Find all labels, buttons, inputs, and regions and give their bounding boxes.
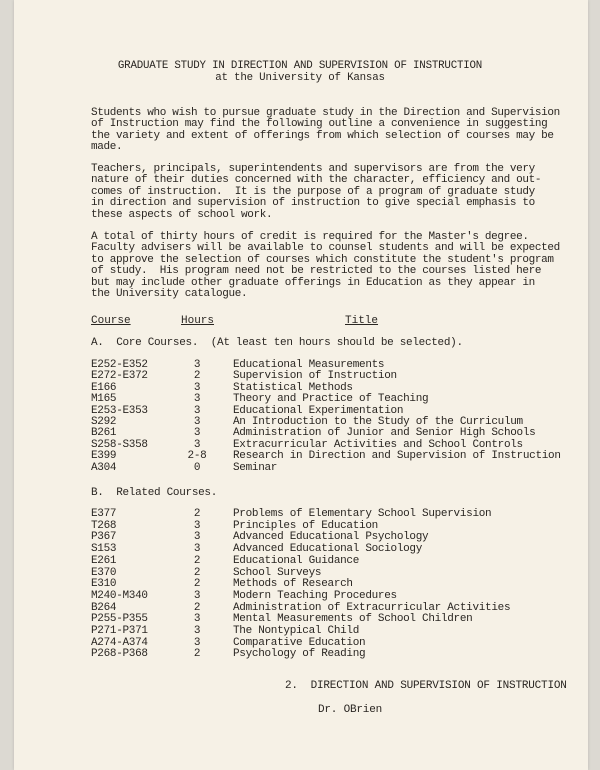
course-hours: 3 <box>193 381 201 394</box>
course-code: S258-S358 <box>91 438 148 451</box>
course-code: S153 <box>91 543 117 556</box>
course-hours: 3 <box>193 625 201 637</box>
course-code: E166 <box>91 381 117 394</box>
course-title: Principles of Education <box>233 519 378 532</box>
header-course: Course <box>91 315 131 327</box>
course-title: Administration of Junior and Senior High Schools <box>233 427 536 440</box>
course-hours: 2 <box>193 648 201 661</box>
course-hours: 2 <box>193 370 201 383</box>
course-title: Educational Experimentation <box>233 404 404 417</box>
course-code: E377 <box>91 508 117 520</box>
paragraph-line: in direction and supervision of instruction to give special emphasis to <box>91 197 535 210</box>
header-title: Title <box>345 315 379 327</box>
course-row <box>0 531 600 543</box>
course-title: Comparative Education <box>233 636 366 649</box>
core-courses-heading: A. Core Courses. (At least ten hours should be selected). <box>91 337 463 349</box>
course-hours: 3 <box>193 589 201 602</box>
paragraph-line: of Instruction may find the following outline a convenience in suggesting <box>91 118 548 131</box>
course-row <box>0 439 600 451</box>
paragraph-line: to approve the selection of courses which constitute the student's program <box>91 253 554 266</box>
course-row <box>0 427 600 439</box>
course-code: B264 <box>91 601 117 614</box>
course-code: A274-A374 <box>91 636 148 649</box>
paragraph-2 <box>91 163 542 221</box>
course-row <box>0 590 600 602</box>
paragraph-line: comes of instruction. It is the purpose of a program of graduate study <box>91 185 535 198</box>
course-hours: 2-8 <box>187 450 207 463</box>
title-line-1: GRADUATE STUDY IN DIRECTION AND SUPERVISION OF INSTRUCTION <box>117 60 483 72</box>
paragraph-line: the University catalogue. <box>91 288 248 301</box>
course-row <box>0 555 600 567</box>
course-code: E252-E352 <box>91 359 148 371</box>
course-hours: 2 <box>193 508 201 520</box>
course-row <box>0 382 600 394</box>
course-hours: 3 <box>193 613 201 626</box>
paragraph-line: made. <box>91 141 123 154</box>
course-title: Research in Direction and Supervision of Instruction <box>233 450 561 463</box>
related-courses-heading: B. Related Courses. <box>91 487 218 499</box>
course-row <box>0 370 600 382</box>
course-hours: 3 <box>193 427 201 440</box>
course-hours: 2 <box>193 566 201 579</box>
course-title: An Introduction to the Study of the Curriculum <box>233 416 523 428</box>
course-code: E272-E372 <box>91 370 148 383</box>
course-title: Extracurricular Activities and School Controls <box>233 438 523 451</box>
course-code: P268-P368 <box>91 648 148 661</box>
course-row <box>0 520 600 532</box>
course-code: T268 <box>91 519 117 532</box>
course-row <box>0 613 600 625</box>
course-row <box>0 416 600 428</box>
course-hours: 2 <box>193 601 201 614</box>
course-title: Mental Measurements of School Children <box>233 613 473 626</box>
course-title: Seminar <box>233 461 278 474</box>
course-code: S292 <box>91 416 117 428</box>
course-hours: 3 <box>193 531 201 544</box>
course-row <box>0 405 600 417</box>
course-row <box>0 625 600 637</box>
course-code: M240-M340 <box>91 589 148 602</box>
course-title: Theory and Practice of Teaching <box>233 393 429 406</box>
course-title: Advanced Educational Sociology <box>233 543 423 556</box>
course-hours: 3 <box>193 636 201 649</box>
course-title: Psychology of Reading <box>233 648 366 661</box>
course-title: Advanced Educational Psychology <box>233 531 429 544</box>
course-hours: 3 <box>193 519 201 532</box>
course-row <box>0 578 600 590</box>
course-hours: 2 <box>193 554 201 567</box>
paragraph-line: these aspects of school work. <box>91 208 273 221</box>
course-hours: 3 <box>193 404 201 417</box>
course-code: E399 <box>91 450 117 463</box>
paragraph-1 <box>91 107 560 154</box>
course-code: E261 <box>91 554 117 567</box>
course-row <box>0 462 600 474</box>
paragraph-line: of study. His program need not be restricted to the courses listed here <box>91 265 542 278</box>
course-hours: 3 <box>193 393 201 406</box>
course-title: Supervision of Instruction <box>233 370 397 383</box>
paragraph-line: Faculty advisers will be available to counsel students and will be expected <box>91 242 560 255</box>
course-code: E253-E353 <box>91 404 148 417</box>
course-row <box>0 637 600 649</box>
course-hours: 3 <box>193 543 201 556</box>
paragraph-line: nature of their duties concerned with the character, efficiency and out- <box>91 174 542 187</box>
course-title: Educational Guidance <box>233 554 360 567</box>
course-code: B261 <box>91 427 117 440</box>
course-code: P271-P371 <box>91 625 148 637</box>
paragraph-line: but may include other graduate offerings in Education as they appear in <box>91 276 535 289</box>
course-code: M165 <box>91 393 117 406</box>
course-title: Administration of Extracurricular Activities <box>233 601 511 614</box>
course-row <box>0 567 600 579</box>
footer-label: 2. DIRECTION AND SUPERVISION OF INSTRUCTION <box>285 680 567 692</box>
course-title: Modern Teaching Procedures <box>233 589 397 602</box>
paragraph-line: the variety and extent of offerings from which selection of courses may be <box>91 129 554 142</box>
course-hours: 0 <box>193 461 201 474</box>
course-row <box>0 602 600 614</box>
footer-author: Dr. OBrien <box>318 704 383 716</box>
paragraph-3 <box>91 231 560 301</box>
course-hours: 3 <box>193 416 201 428</box>
paragraph-line: Teachers, principals, superintendents and supervisors are from the very <box>91 163 535 175</box>
course-title: Problems of Elementary School Supervision <box>233 508 492 520</box>
course-code: P255-P355 <box>91 613 148 626</box>
header-hours: Hours <box>181 315 215 327</box>
course-code: P367 <box>91 531 117 544</box>
course-title: School Surveys <box>233 566 322 579</box>
course-row <box>0 450 600 462</box>
course-hours: 3 <box>193 359 201 371</box>
course-row <box>0 508 600 520</box>
course-title: Educational Measurements <box>233 359 385 371</box>
course-title: The Nontypical Child <box>233 625 360 637</box>
course-row <box>0 543 600 555</box>
course-code: A304 <box>91 461 117 474</box>
course-title: Methods of Research <box>233 578 353 591</box>
paragraph-line: Students who wish to pursue graduate study in the Direction and Supervision <box>91 107 560 119</box>
course-code: E370 <box>91 566 117 579</box>
paragraph-line: A total of thirty hours of credit is required for the Master's degree. <box>91 231 529 243</box>
course-hours: 3 <box>193 438 201 451</box>
course-code: E310 <box>91 578 117 591</box>
course-row <box>0 359 600 371</box>
course-hours: 2 <box>193 578 201 591</box>
course-row <box>0 393 600 405</box>
title-line-2: at the University of Kansas <box>215 72 385 84</box>
course-title: Statistical Methods <box>233 381 353 394</box>
course-row <box>0 648 600 660</box>
